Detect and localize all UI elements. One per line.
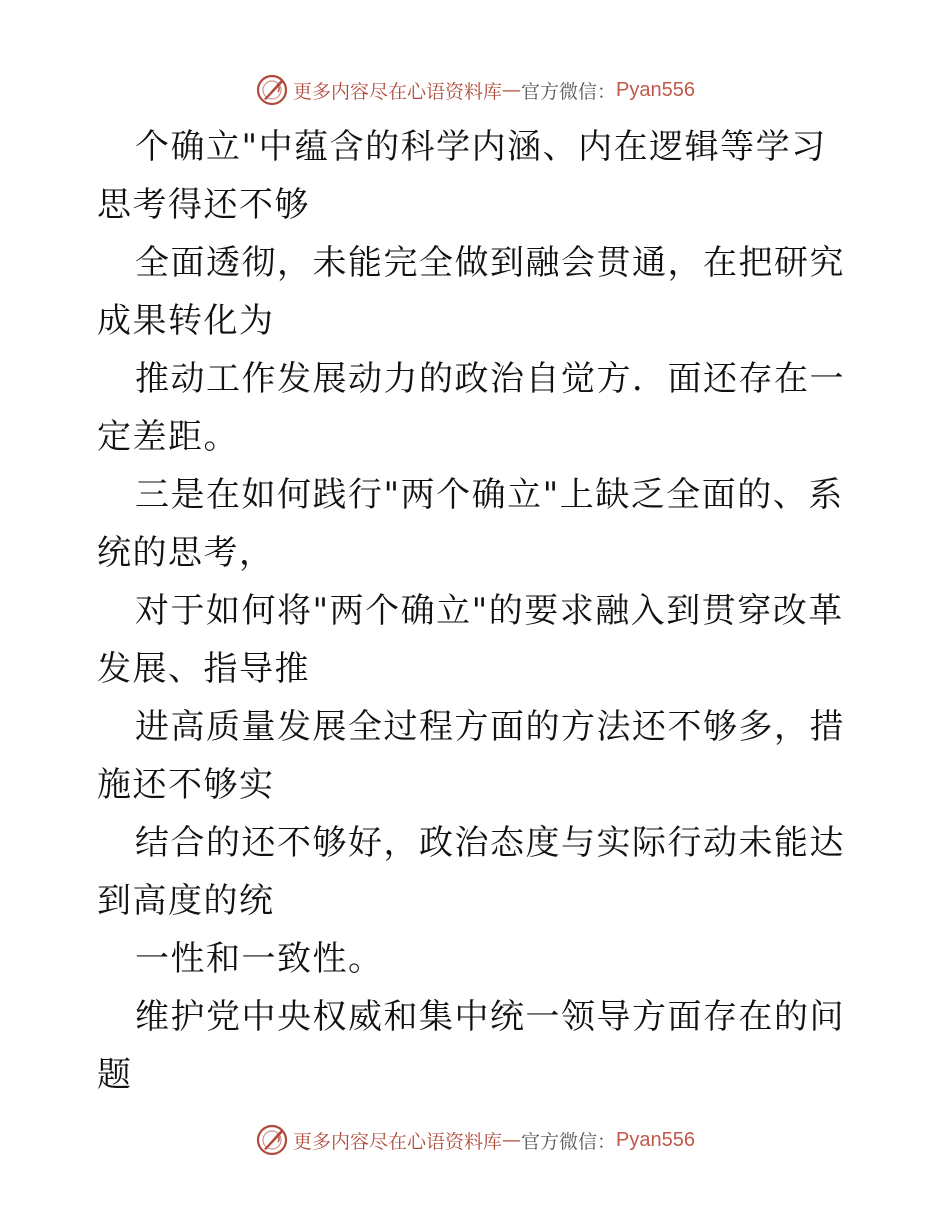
banner-wechat-label: 官方微信： [521, 80, 617, 103]
paragraph-line: 维护党中央权威和集中统一领导方面存在的问题 [97, 997, 845, 1095]
banner-separator: — [502, 79, 522, 101]
banner-title: 更多内容尽在心语资料库 [293, 80, 503, 103]
header-banner [0, 70, 950, 110]
quill-seal-logo-icon [255, 73, 289, 107]
banner-wechat-label: 官方微信： [521, 1130, 617, 1153]
banner-separator: — [502, 1129, 522, 1151]
paragraph-line: 一性和一致性。 [135, 939, 384, 979]
quill-seal-logo-icon [255, 1123, 289, 1157]
paragraph-line: 推动工作发展动力的政治自觉方．面还存在一定差距。 [97, 359, 845, 457]
paragraph-line: 结合的还不够好，政治态度与实际行动未能达到高度的统 [97, 823, 845, 921]
paragraph-line: 对于如何将"两个确立"的要求融入到贯穿改革发展、指导推 [97, 591, 844, 689]
footer-banner [0, 1120, 950, 1160]
document-body [97, 118, 857, 1104]
paragraph-line: 个确立"中蕴含的科学内涵、内在逻辑等学习思考得还不够 [97, 127, 827, 225]
paragraph-line: 全面透彻，未能完全做到融会贯通，在把研究成果转化为 [97, 243, 845, 341]
paragraph-line: 三是在如何践行"两个确立"上缺乏全面的、系统的思考， [97, 475, 844, 573]
banner-wechat-id: Pyan556 [616, 78, 695, 101]
banner-title: 更多内容尽在心语资料库 [293, 1130, 503, 1153]
banner-wechat-id: Pyan556 [616, 1128, 695, 1151]
paragraph-line: 进高质量发展全过程方面的方法还不够多，措施还不够实 [97, 707, 845, 805]
